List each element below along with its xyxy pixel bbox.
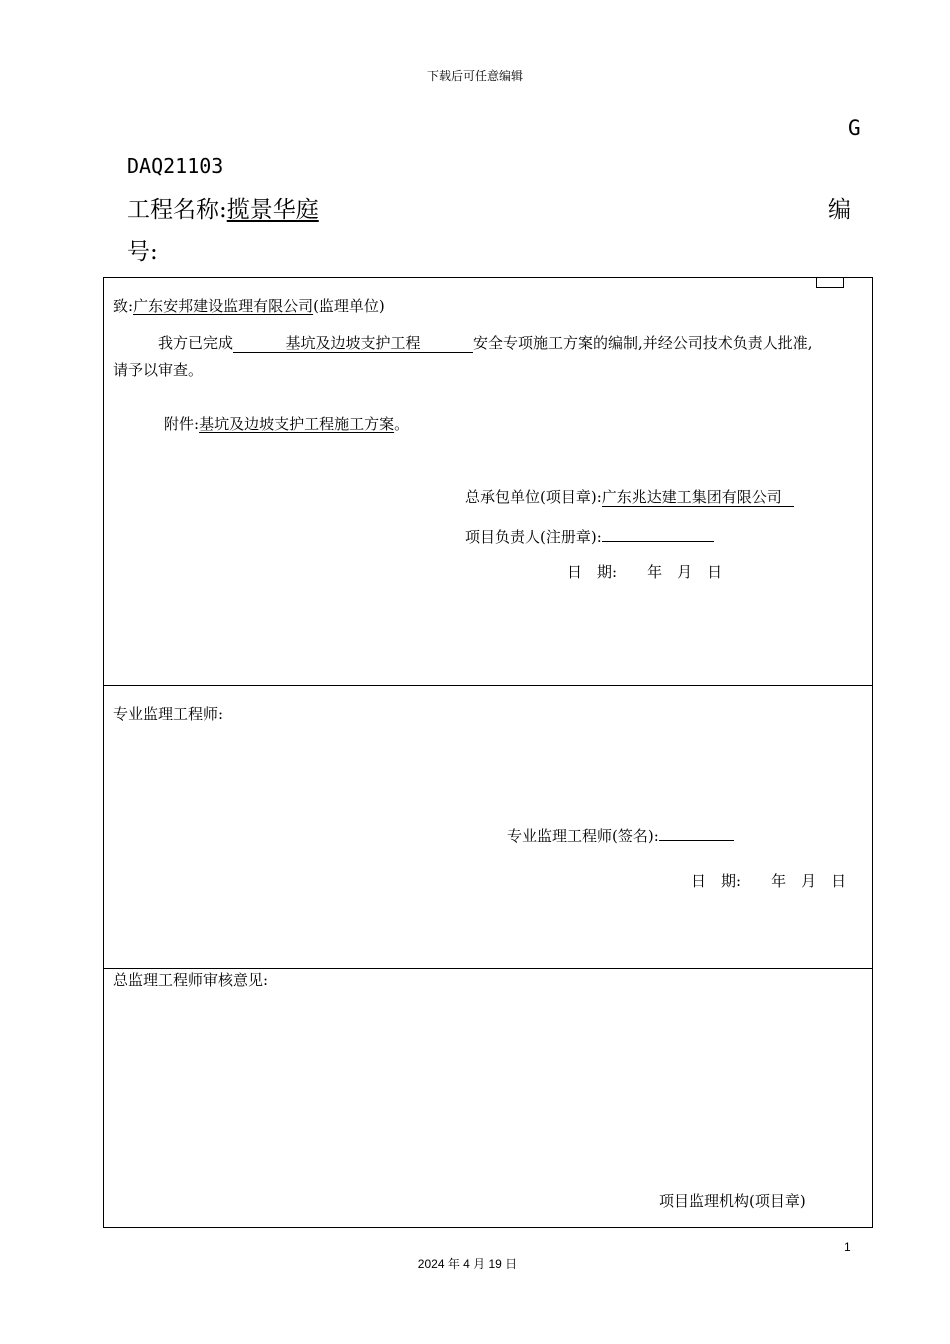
date-label: 日 期:	[691, 872, 742, 890]
attachment-line	[164, 414, 409, 434]
attachment-value: 基坑及边坡支护工程施工方案	[199, 415, 395, 433]
manager-line	[465, 525, 714, 547]
project-number-label-part1: 编	[828, 197, 851, 223]
project-name-line	[127, 191, 319, 224]
engineer-section	[104, 686, 872, 969]
submission-section	[104, 278, 872, 686]
addressee-line	[113, 296, 385, 316]
contractor-label: 总承包单位(项目章):	[465, 488, 602, 506]
attachment-label: 附件:	[164, 415, 200, 433]
header-note: 下载后可任意编辑	[426, 69, 523, 83]
supervision-company: 广东安邦建设监理有限公司	[133, 297, 314, 315]
date-label: 日 期:	[567, 563, 618, 581]
contractor-line	[465, 487, 794, 507]
manager-label: 项目负责人(注册章):	[465, 528, 602, 546]
statement-line-2: 请予以审查。	[113, 361, 204, 379]
project-number-label-part2: 号:	[127, 239, 158, 265]
engineer-title: 专业监理工程师:	[113, 705, 224, 723]
supervision-seal-label: 项目监理机构(项目章)	[659, 1192, 806, 1210]
chief-review-title: 总监理工程师审核意见:	[113, 971, 269, 989]
date-line-1	[567, 562, 722, 582]
date-line-2	[691, 871, 846, 891]
date-fields: 年 月 日	[771, 872, 847, 890]
chief-engineer-section	[104, 969, 872, 1227]
project-name-label: 工程名称:	[127, 197, 227, 223]
statement-suffix: 安全专项施工方案的编制,并经公司技术负责人批准,	[473, 334, 813, 352]
statement-prefix: 我方已完成	[158, 334, 234, 352]
statement-line-1	[158, 333, 813, 353]
doc-code: DAQ21103	[127, 154, 224, 178]
date-fields: 年 月 日	[647, 563, 723, 581]
manager-signature-field	[602, 525, 714, 542]
addressee-suffix: (监理单位)	[313, 297, 385, 315]
review-form-table	[103, 277, 873, 1228]
page-number: 1	[844, 1240, 851, 1254]
scheme-name-field: 基坑及边坡支护工程	[233, 334, 473, 353]
contractor-value: 广东兆达建工集团有限公司	[602, 488, 794, 507]
engineer-sign-line	[507, 824, 734, 846]
footer-date: 2024 年 4 月 19 日	[417, 1257, 518, 1271]
addressee-prefix: 致:	[113, 297, 134, 315]
doc-code-prefix: G	[848, 116, 861, 140]
attachment-end: 。	[394, 415, 410, 433]
engineer-signature-field	[659, 824, 734, 841]
project-name-value: 揽景华庭	[226, 197, 319, 223]
engineer-sign-label: 专业监理工程师(签名):	[507, 827, 659, 845]
